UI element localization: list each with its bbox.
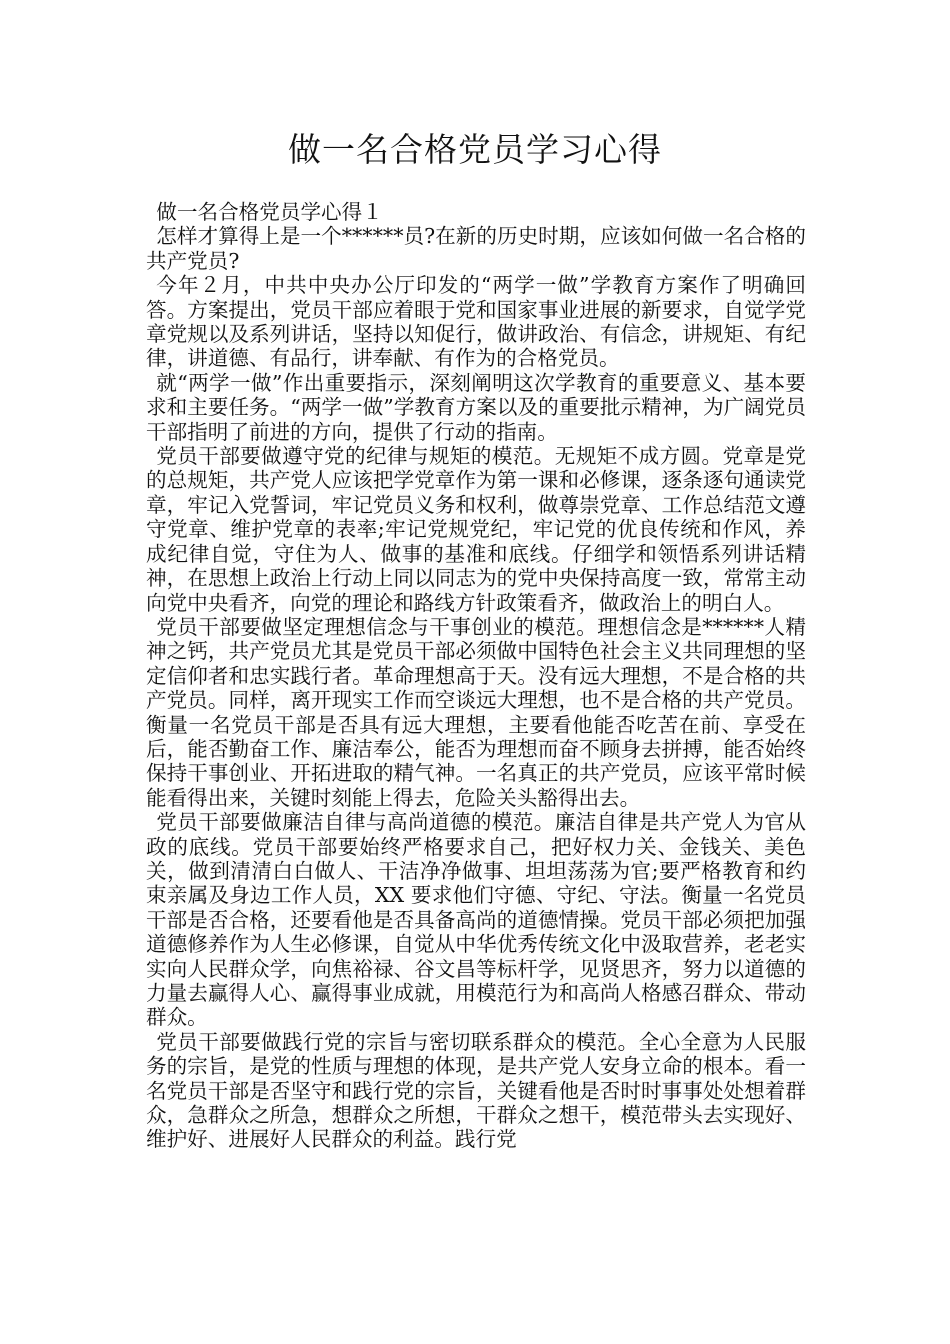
paragraph: 今年２月，中共中央办公厅印发的“两学一做”学教育方案作了明确回答。方案提出，党员干部应着眼于党和国家事业进展的新要求，自觉学党章党规以及系列讲话，坚持以知促行，做讲政治、有信念，讲规矩、有纪律，讲道德、有品行，讲奉献、有作为的合格党员。 [146,273,806,371]
paragraph: 就“两学一做”作出重要指示，深刻阐明这次学教育的重要意义、基本要求和主要任务。“两学一做”学教育方案以及的重要批示精神，为广阔党员干部指明了前进的方向，提供了行动的指南。 [146,370,806,444]
paragraph: 党员干部要做遵守党的纪律与规矩的模范。无规矩不成方圆。党章是党的总规矩，共产党人应该把学党章作为第一课和必修课，逐条逐句通读党章，牢记入党誓词，牢记党员义务和权利，做尊崇党章、工作总结范文遵守党章、维护党章的表率;牢记党规党纪，牢记党的优良传统和作风，养成纪律自觉，守住为人、做事的基准和底线。仔细学和领悟系列讲话精神，在思想上政治上行动上同以同志为的党中央保持高度一致，常常主动向党中央看齐，向党的理论和路线方针政策看齐，做政治上的明白人。 [146,444,806,615]
paragraph: 怎样才算得上是一个******员?在新的历史时期，应该如何做一名合格的共产党员? [146,224,806,273]
paragraph: 党员干部要做廉洁自律与高尚道德的模范。廉洁自律是共产党人为官从政的底线。党员干部要始终严格要求自己，把好权力关、金钱关、美色关，做到清清白白做人、干洁净净做事、坦坦荡荡为官;要严格教育和约束亲属及身边工作人员，XX 要求他们守德、守纪、守法。衡量一名党员干部是否合格，还要看他是否具备高尚的道德情操。党员干部必须把加强道德修养作为人生必修课，自觉从中华优秀传统文化中汲取营养，老老实实向人民群众学，向焦裕禄、谷文昌等标杆学，见贤思齐，努力以道德的力量去赢得人心、赢得事业成就，用模范行为和高尚人格感召群众、带动群众。 [146,810,806,1030]
document-title: 做一名合格党员学习心得 [288,130,662,169]
document-body [146,200,806,1152]
paragraph: 党员干部要做践行党的宗旨与密切联系群众的模范。全心全意为人民服务的宗旨，是党的性质与理想的体现，是共产党人安身立命的根本。看一名党员干部是否坚守和践行党的宗旨，关键看他是否时时事事处处想着群众，急群众之所急，想群众之所想，干群众之想干，模范带头去实现好、维护好、进展好人民群众的利益。践行党 [146,1029,806,1152]
paragraph-subtitle: 做一名合格党员学心得１ [156,200,383,224]
paragraph: 党员干部要做坚定理想信念与干事创业的模范。理想信念是******人精神之钙，共产党员尤其是党员干部必须做中国特色社会主义共同理想的坚定信仰者和忠实践行者。革命理想高于天。没有远大理想，不是合格的共产党员。同样，离开现实工作而空谈远大理想，也不是合格的共产党员。衡量一名党员干部是否具有远大理想，主要看他能否吃苦在前、享受在后，能否勤奋工作、廉洁奉公，能否为理想而奋不顾身去拼搏，能否始终保持干事创业、开拓进取的精气神。一名真正的共产党员，应该平常时候能看得出来，关键时刻能上得去，危险关头豁得出去。 [146,614,806,810]
